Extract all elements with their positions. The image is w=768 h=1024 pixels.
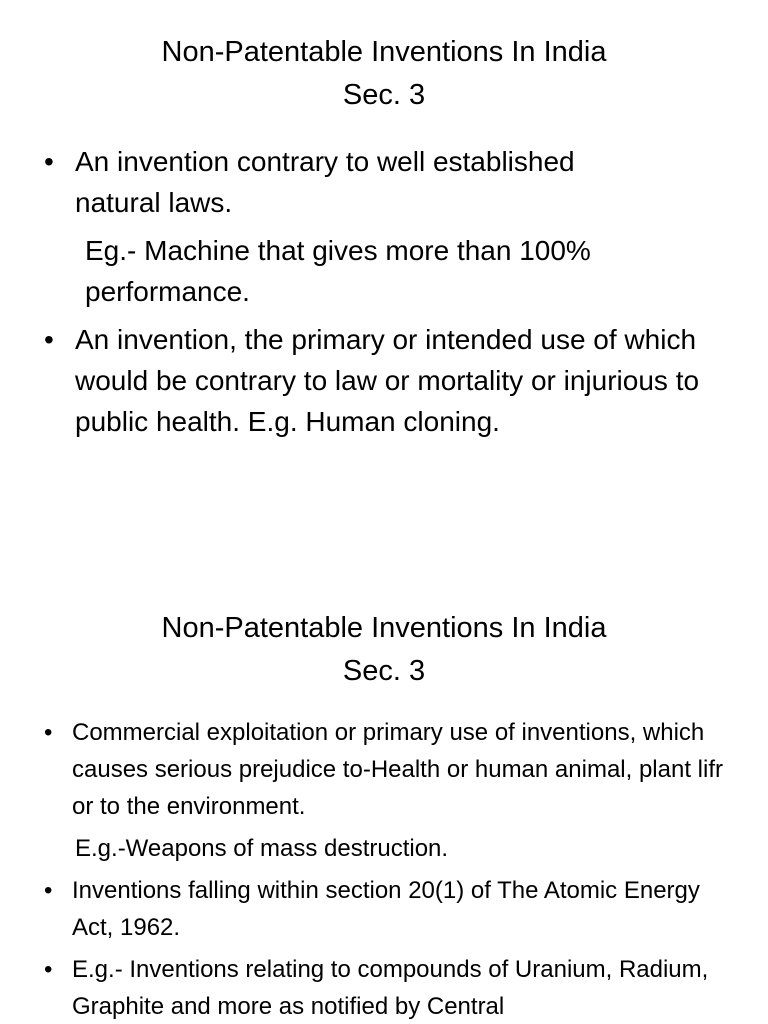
bullet-text: An invention contrary to well established natural laws. [75,146,575,218]
bullet-item [0,141,768,223]
bullet-item [0,714,768,825]
bullet-icon: • [44,877,53,904]
example-line: E.g.-Weapons of mass destruction. [75,835,449,862]
bullet-text: Commercial exploitation or primary use of inventions, which causes serious prejudice to-Health or human animal, plant lifr or to the environment. [72,719,723,820]
example-text [0,830,768,867]
bullet-icon: • [44,146,54,177]
title-line-1: Non-Patentable Inventions In India [161,612,607,644]
slide-title [0,607,768,693]
slide-body [0,714,768,1024]
bullet-text: An invention, the primary or intended use of which would be contrary to law or mortality or injurious to public health. E.g. Human cloning. [75,324,700,437]
bullet-item [0,872,768,946]
bullet-icon: • [44,324,54,355]
title-line-2: Sec. 3 [342,79,426,111]
slide-2 [0,576,768,1024]
bullet-item [0,319,768,442]
bullet-text: E.g.- Inventions relating to compounds of Uranium, Radium, Graphite and more as notified by Central [72,956,709,1020]
bullet-icon: • [44,956,53,983]
bullet-item [0,951,768,1024]
bullet-text: Inventions falling within section 20(1) of The Atomic Energy Act, 1962. [72,877,700,941]
title-line-2: Sec. 3 [342,655,426,687]
title-line-1: Non-Patentable Inventions In India [161,36,607,68]
bullet-icon: • [44,719,53,746]
example-text [0,230,768,312]
example-line: Eg.- Machine that gives more than 100% performance. [85,235,591,307]
slide-body [0,141,768,442]
slide-title [0,31,768,117]
